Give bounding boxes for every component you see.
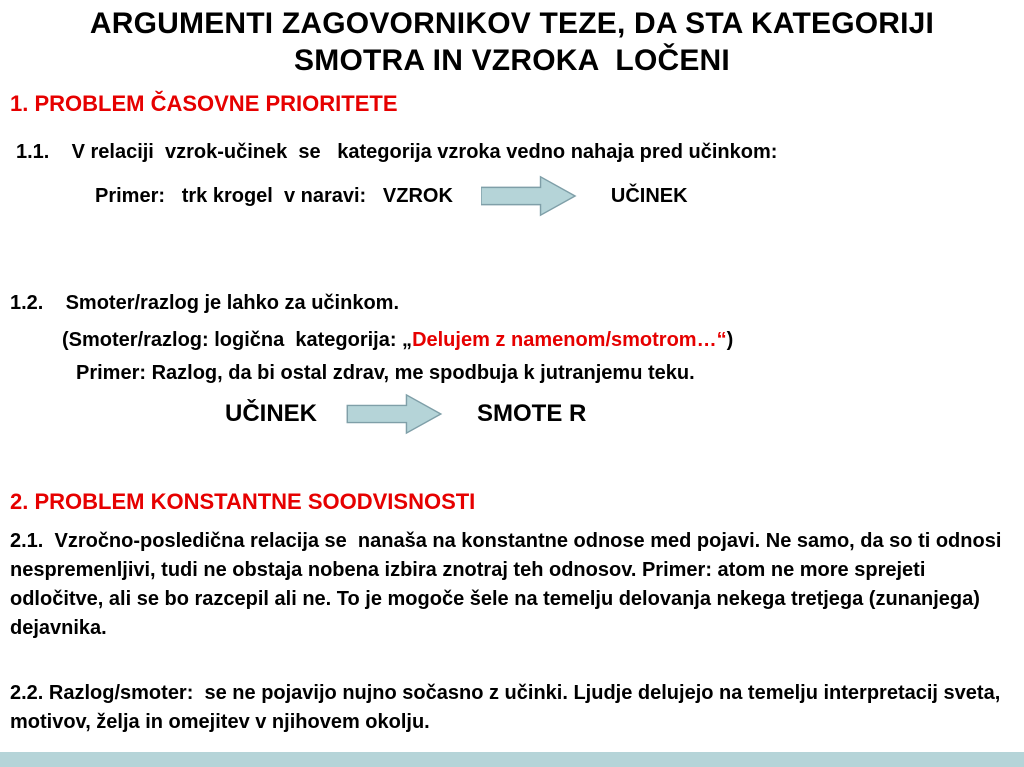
slide-title-line1: ARGUMENTI ZAGOVORNIKOV TEZE, DA STA KATEGORIJI (89, 7, 935, 40)
right-arrow-icon (343, 393, 447, 435)
paren-note-black-open: (Smoter/razlog: logična kategorija: „ (62, 329, 413, 352)
item-1-2: 1.2. Smoter/razlog je lahko za učinkom. (10, 292, 400, 315)
footer-accent-bar (0, 752, 1024, 767)
paragraph-2-1: 2.1. Vzročno-posledična relacija se nanaša na konstantne odnose med pojavi. Ne samo, da so ti odnosi nespremenljivi, tudi ne obstaja nobena izbira znotraj teh odnosov. Primer: atom ne more sprejeti odločitve, ali se bo razcepil ali ne. To je mogoče šele na temelju delovanja nekega tretjega (zunanjega) dejavnika. (10, 530, 1007, 640)
paragraph-2-2: 2.2. Razlog/smoter: se ne pojavijo nujno sočasno z učinki. Ljudje delujejo na temelju interpretacij sveta, motivov, želja in omejitev v njihovem okolju. (10, 682, 1006, 734)
paren-note-black-close: ) (726, 329, 734, 352)
effect-smoter-row (225, 393, 1024, 435)
smoter-label: SMOTE R (477, 400, 587, 428)
example-1-text: Primer: trk krogel v naravi: VZROK (95, 184, 453, 207)
item-1-1: 1.1. V relaciji vzrok-učinek se kategorija vzroka vedno nahaja pred učinkom: (16, 141, 778, 164)
example-1-row (95, 174, 1024, 218)
section2-heading: 2. PROBLEM KONSTANTNE SOODVISNOSTI (10, 489, 476, 515)
paren-note-red: Delujem z namenom/smotrom…“ (412, 329, 727, 352)
example-2-text: Primer: Razlog, da bi ostal zdrav, me spodbuja k jutranjemu teku. (76, 362, 695, 385)
example-1-effect-label: UČINEK (610, 184, 688, 207)
slide-title-line2: SMOTRA IN VZROKA LOČENI (294, 43, 730, 77)
paren-note (62, 329, 1024, 352)
right-arrow-icon (481, 174, 577, 218)
effect-label: UČINEK (225, 400, 318, 428)
slide-title (0, 0, 1024, 79)
section1-heading: 1. PROBLEM ČASOVNE PRIORITETE (10, 91, 398, 117)
